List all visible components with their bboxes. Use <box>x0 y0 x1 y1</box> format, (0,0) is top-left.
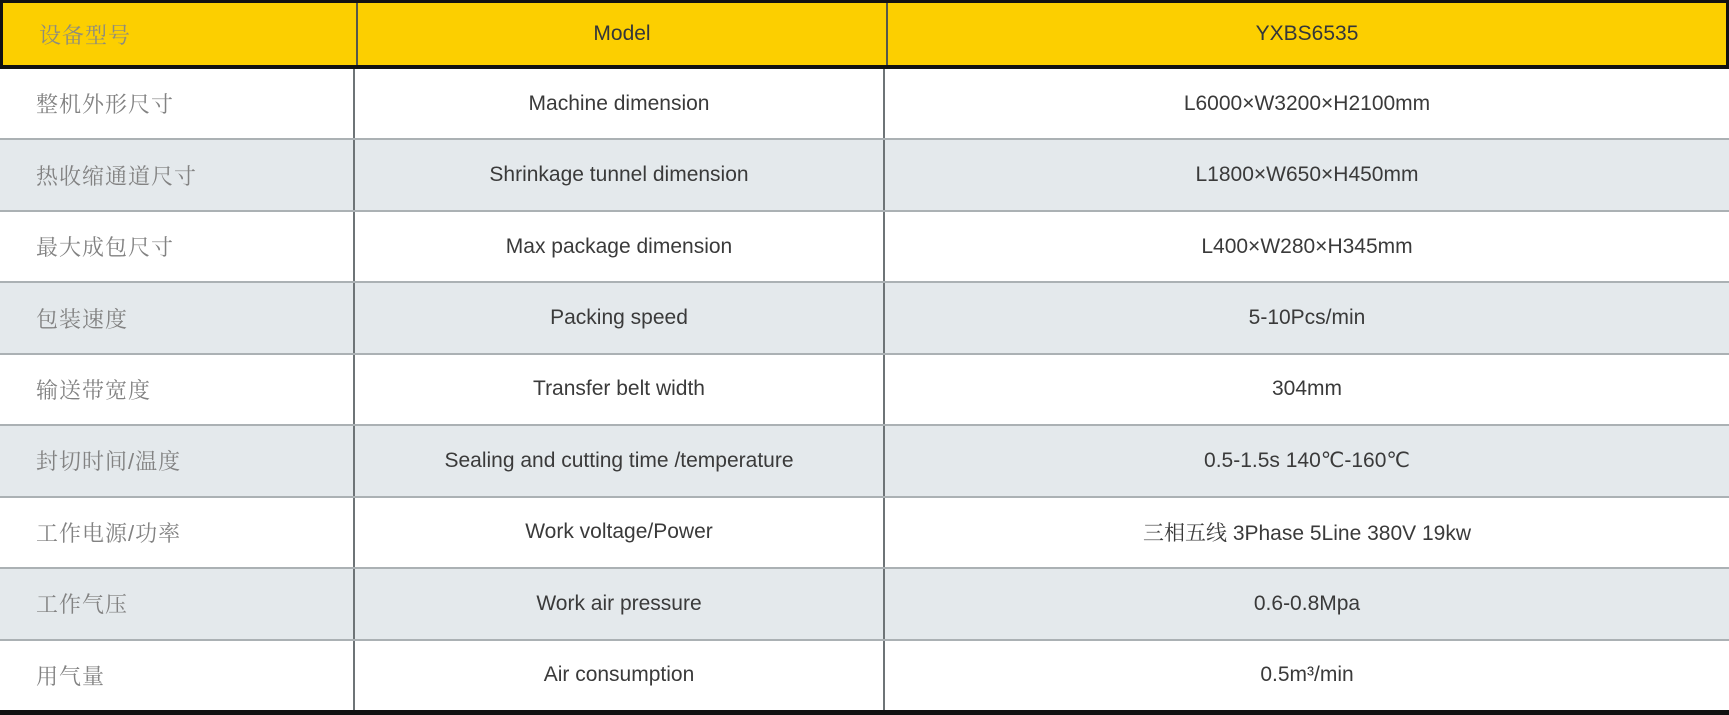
row-value: 0.5m³/min <box>1260 663 1354 687</box>
row-en-label: Sealing and cutting time /temperature <box>355 426 885 495</box>
row-value: L1800×W650×H450mm <box>1195 163 1419 187</box>
row-cn-label: 最大成包尺寸 <box>0 212 355 281</box>
table-row <box>0 281 1729 352</box>
row-value: L6000×W3200×H2100mm <box>1183 91 1431 115</box>
row-en-label: Machine dimension <box>355 69 885 138</box>
row-cn-label: 工作气压 <box>0 569 355 638</box>
table-row <box>0 639 1729 715</box>
table-row <box>0 353 1729 424</box>
row-cn-label: 封切时间/温度 <box>0 426 355 495</box>
header-cell-model-value: YXBS6535 <box>1255 22 1359 45</box>
row-en-label: Shrinkage tunnel dimension <box>355 140 885 209</box>
row-cn-label: 输送带宽度 <box>0 355 355 424</box>
row-value: 304mm <box>1271 377 1343 401</box>
table-row <box>0 496 1729 567</box>
row-en-label: Max package dimension <box>355 212 885 281</box>
row-en-label: Air consumption <box>355 641 885 710</box>
row-en-label: Work voltage/Power <box>355 498 885 567</box>
table-row <box>0 69 1729 138</box>
row-en-label: Transfer belt width <box>355 355 885 424</box>
table-header-row <box>0 0 1729 69</box>
row-cn-label: 用气量 <box>0 641 355 710</box>
row-en-label: Packing speed <box>355 283 885 352</box>
row-en-label: Work air pressure <box>355 569 885 638</box>
row-value: 0.5-1.5s 140℃-160℃ <box>1204 449 1410 473</box>
row-value: 0.6-0.8Mpa <box>1253 591 1361 615</box>
row-cn-label: 包装速度 <box>0 283 355 352</box>
row-value: 5-10Pcs/min <box>1248 306 1366 330</box>
table-row <box>0 210 1729 281</box>
row-value: 三相五线 3Phase 5Line 380V 19kw <box>1142 522 1471 546</box>
header-cell-model-label: Model <box>358 3 888 65</box>
row-value: L400×W280×H345mm <box>1201 234 1413 258</box>
header-cell-cn-label: 设备型号 <box>3 3 358 65</box>
table-row <box>0 424 1729 495</box>
table-row <box>0 138 1729 209</box>
row-cn-label: 工作电源/功率 <box>0 498 355 567</box>
row-cn-label: 热收缩通道尺寸 <box>0 140 355 209</box>
table-row <box>0 567 1729 638</box>
row-cn-label: 整机外形尺寸 <box>0 69 355 138</box>
